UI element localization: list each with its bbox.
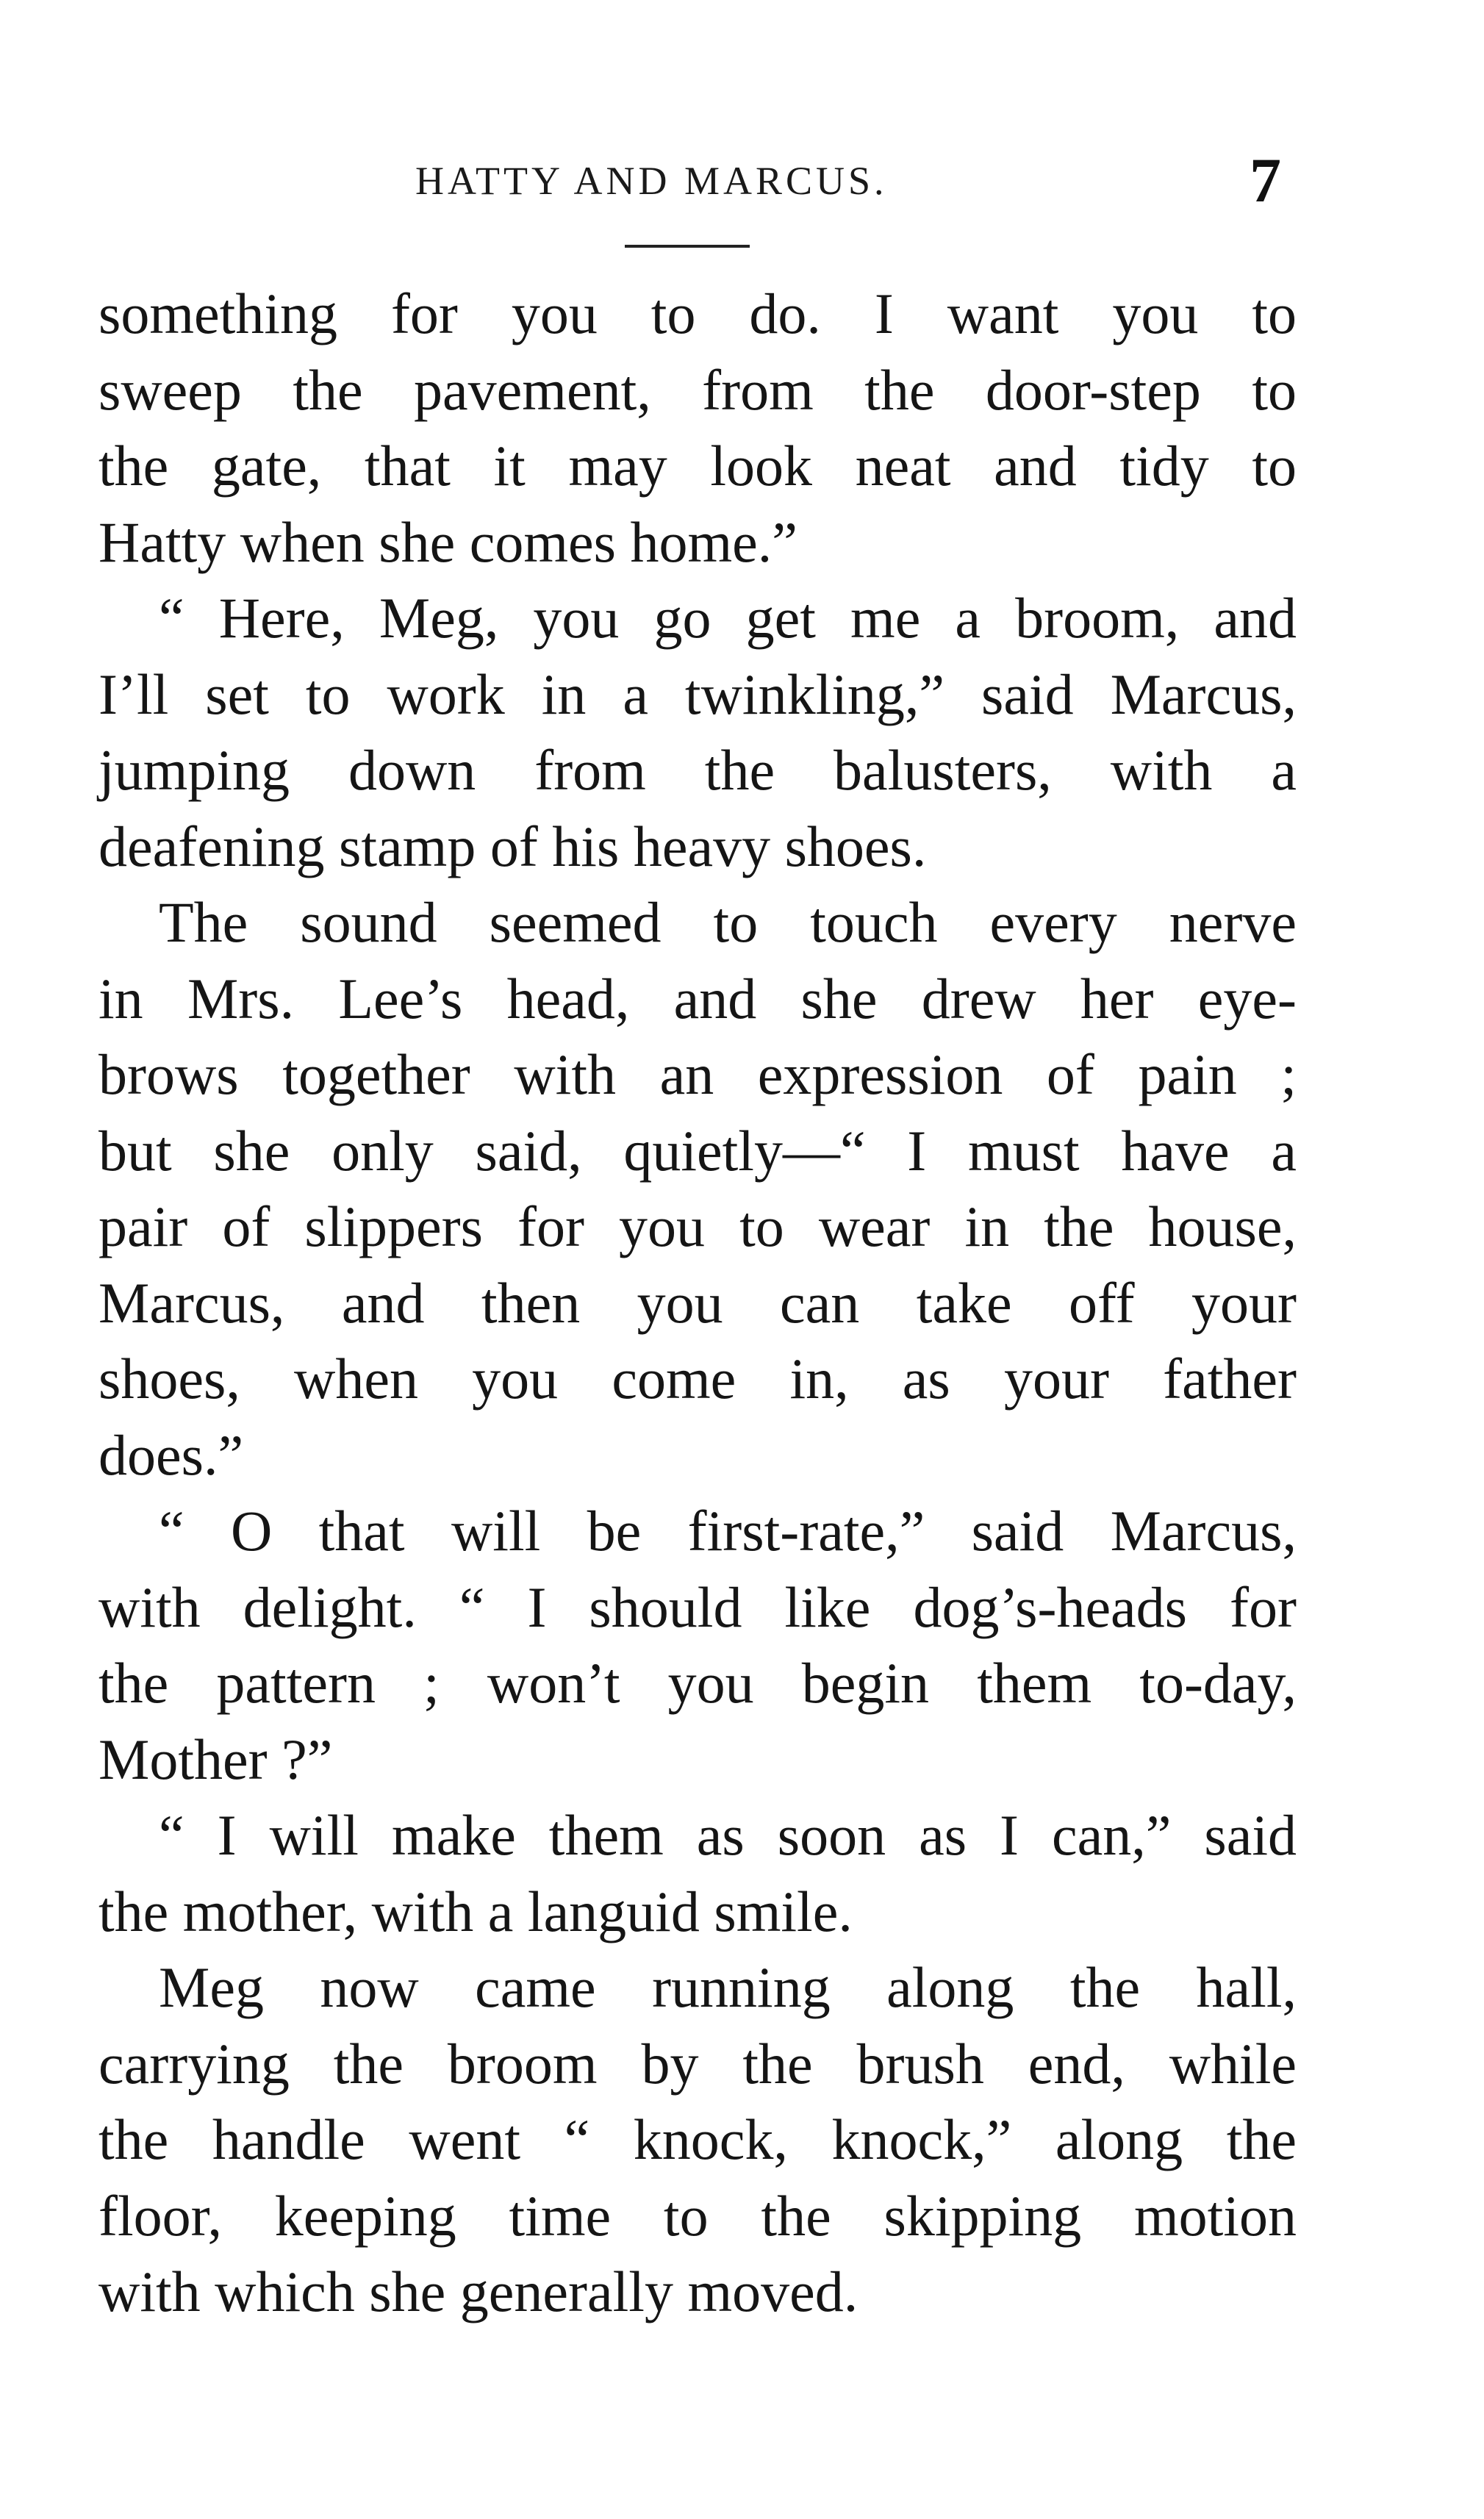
text-line: “ O that will be first-rate,” said Marcus, (159, 1499, 1297, 1563)
text-line: floor, keeping time to the skipping motion (98, 2183, 1297, 2248)
text-line: the gate, that it may look neat and tidy to (98, 434, 1297, 498)
text-line: Hatty when she comes home.” (98, 509, 797, 574)
text-line: deafening stamp of his heavy shoes. (98, 814, 927, 878)
text-line: “ I will make them as soon as I can,” said (159, 1803, 1297, 1867)
text-line: with which she generally moved. (98, 2260, 859, 2323)
text-line: carrying the broom by the brush end, while (98, 2031, 1297, 2096)
text-line: something for you to do. I want you to (98, 282, 1297, 345)
page-number: 7 (1250, 145, 1281, 215)
text-line: Meg now came running along the hall, (159, 1955, 1297, 2019)
text-line: Mother ?” (98, 1727, 333, 1791)
page-header (0, 143, 1484, 215)
text-line: jumping down from the balusters, with a (98, 738, 1297, 802)
text-line: with delight. “ I should like dog’s-heads for (98, 1574, 1297, 1639)
text-line: sweep the pavement, from the door-step to (98, 357, 1297, 422)
text-line: Marcus, and then you can take off your (98, 1270, 1297, 1335)
text-line: shoes, when you come in, as your father (98, 1347, 1297, 1411)
text-line: I’ll set to work in a twinkling,” said Marcus, (98, 662, 1297, 726)
text-line: in Mrs. Lee’s head, and she drew her eye- (98, 966, 1297, 1031)
text-line: but she only said, quietly—“ I must have a (98, 1118, 1297, 1183)
text-line: the handle went “ knock, knock,” along the (98, 2107, 1297, 2171)
running-head: HATTY AND MARCUS. (415, 159, 888, 203)
text-line: the mother, with a languid smile. (98, 1879, 853, 1943)
text-line: The sound seemed to touch every nerve (159, 890, 1297, 954)
text-line: pair of slippers for you to wear in the house, (98, 1194, 1297, 1258)
text-line: “ Here, Meg, you go get me a broom, and (159, 586, 1297, 650)
body-text (98, 276, 1297, 2330)
text-line: brows together with an expression of pain ; (98, 1042, 1297, 1106)
header-rule (625, 245, 750, 248)
text-line: the pattern ; won’t you begin them to-day, (98, 1651, 1297, 1715)
text-line: does.” (98, 1422, 244, 1487)
